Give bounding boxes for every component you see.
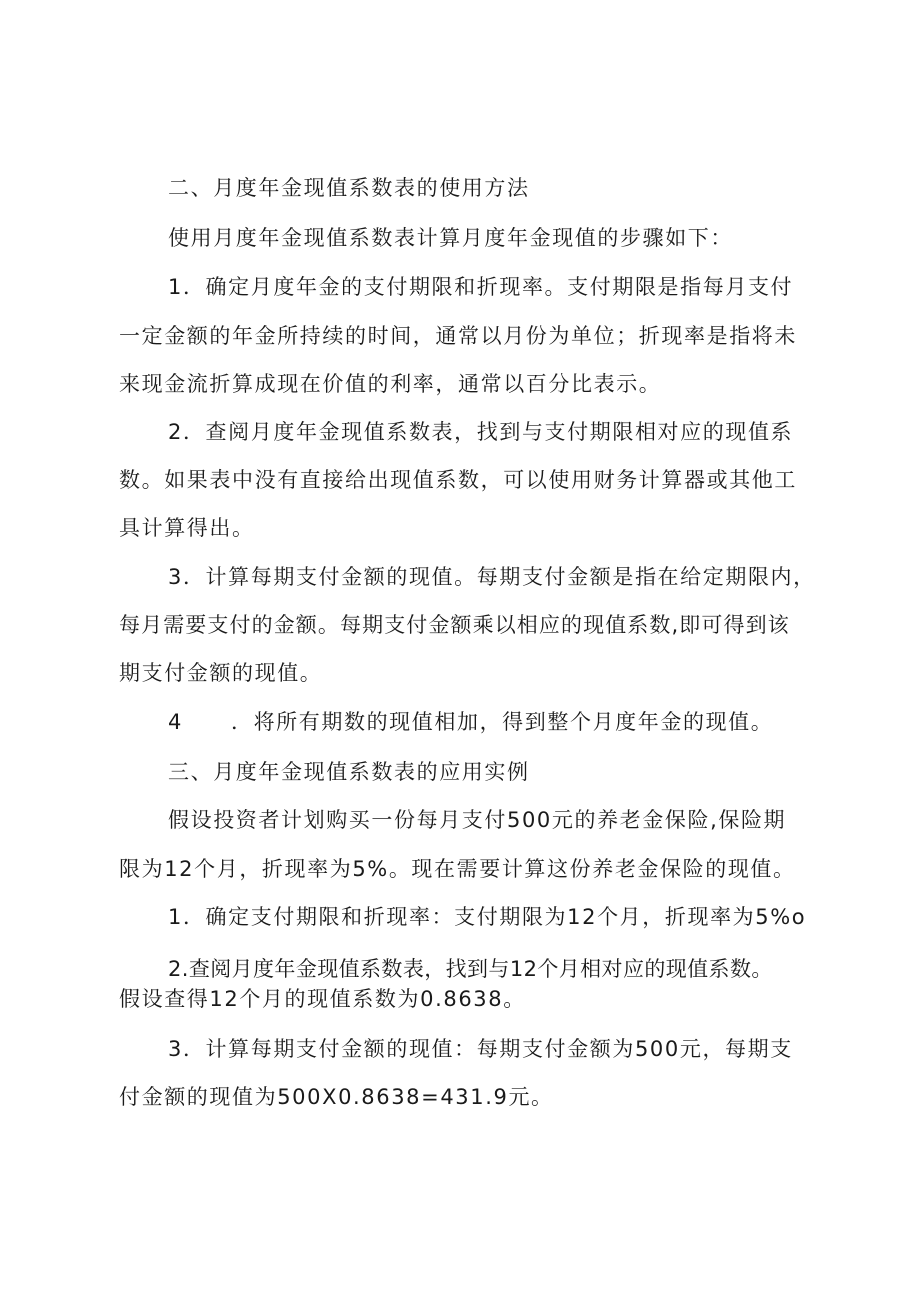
- step4-line: [168, 708, 773, 736]
- example-step2-line1: 2.查阅月度年金现值系数表，找到与12个月相对应的现值系数。: [168, 957, 773, 981]
- step3-line2: 每月需要支付的金额。每期支付金额乘以相应的现值系数,即可得到该: [119, 613, 790, 637]
- step2-line3: 具计算得出。: [119, 516, 255, 540]
- example-intro-line2: 限为12个月，折现率为5%。现在需要计算这份养老金保险的现值。: [119, 857, 796, 881]
- steps-intro: 使用月度年金现值系数表计算月度年金现值的步骤如下：: [168, 226, 733, 250]
- example-intro-line1: 假设投资者计划购买一份每月支付500元的养老金保险,保险期: [168, 808, 787, 832]
- step2-line2: 数。如果表中没有直接给出现值系数，可以使用财务计算器或其他工: [119, 468, 797, 492]
- example-step3-line1: 3．计算每期支付金额的现值：每期支付金额为500元，每期支: [168, 1037, 793, 1061]
- step1-line3: 来现金流折算成现在价值的利率，通常以百分比表示。: [119, 372, 662, 396]
- step3-line1: 3．计算每期支付金额的现值。每期支付金额是指在给定期限内，: [168, 565, 816, 589]
- step3-line3: 期支付金额的现值。: [119, 661, 323, 685]
- step1-line2: 一定金额的年金所持续的时间，通常以月份为单位；折现率是指将未: [119, 324, 797, 348]
- step4-text: ．将所有期数的现值相加，得到整个月度年金的现值。: [230, 710, 774, 734]
- step2-line1: 2．查阅月度年金现值系数表，找到与支付期限相对应的现值系: [168, 420, 794, 444]
- step4-number: 4: [168, 710, 183, 734]
- example-step2-line2: 假设查得12个月的现值系数为0.8638。: [119, 987, 526, 1011]
- section-heading-example: 三、月度年金现值系数表的应用实例: [168, 760, 530, 784]
- example-step3-line2: 付金额的现值为500X0.8638=431.9元。: [119, 1085, 554, 1109]
- section-heading-usage: 二、月度年金现值系数表的使用方法: [168, 176, 530, 200]
- example-step1: 1．确定支付期限和折现率：支付期限为12个月，折现率为5%o: [168, 905, 807, 929]
- step1-line1: 1．确定月度年金的支付期限和折现率。支付期限是指每月支付: [168, 275, 794, 299]
